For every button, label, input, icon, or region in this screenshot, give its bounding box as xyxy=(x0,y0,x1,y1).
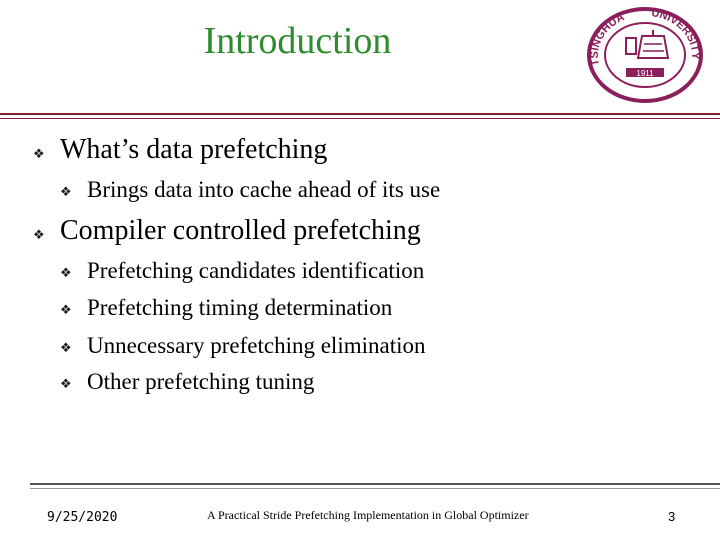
bullet-level2: Prefetching candidates identification xyxy=(87,258,425,283)
bullet-level1: Compiler controlled prefetching xyxy=(60,215,421,246)
bullet-level1: What’s data prefetching xyxy=(60,134,328,165)
slide-title: Introduction xyxy=(203,20,392,62)
footer-divider xyxy=(30,483,720,485)
seal-text-right: UNIVERSITY xyxy=(650,7,702,60)
diamond-bullet-icon: ❖ xyxy=(33,227,45,242)
seal-year: 1911 xyxy=(636,69,654,78)
footer-date: 9/25/2020 xyxy=(47,510,118,525)
seal-text-left: TSINGHUA xyxy=(588,11,627,67)
diamond-bullet-icon: ❖ xyxy=(33,146,45,161)
footer-caption: A Practical Stride Prefetching Implementation in Global Optimizer xyxy=(207,508,529,522)
university-seal-logo xyxy=(586,6,704,104)
bullet-level2: Brings data into cache ahead of its use xyxy=(87,177,441,202)
bullet-level2: Unnecessary prefetching elimination xyxy=(87,333,426,358)
diamond-bullet-icon: ❖ xyxy=(60,302,72,317)
diamond-bullet-icon: ❖ xyxy=(60,265,72,280)
diamond-bullet-icon: ❖ xyxy=(60,184,72,199)
footer-divider-thin xyxy=(30,488,720,489)
diamond-bullet-icon: ❖ xyxy=(60,340,72,355)
bullet-level2: Prefetching timing determination xyxy=(87,295,393,320)
page-number: 3 xyxy=(668,509,676,524)
bullet-level2: Other prefetching tuning xyxy=(87,369,315,394)
diamond-bullet-icon: ❖ xyxy=(60,376,72,391)
